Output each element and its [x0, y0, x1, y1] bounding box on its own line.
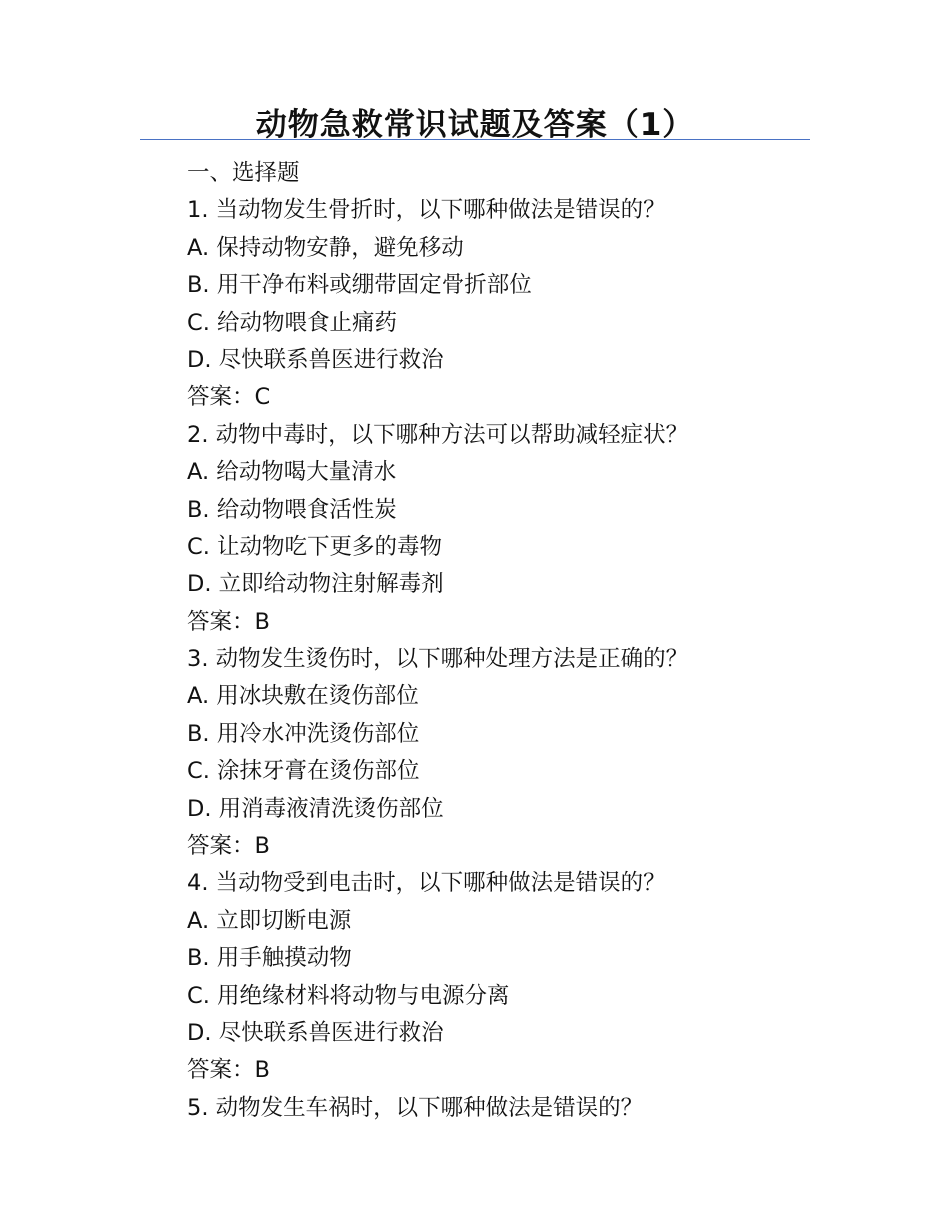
option-b: B. 用干净布料或绷带固定骨折部位: [187, 272, 532, 299]
option-c: C. 用绝缘材料将动物与电源分离: [187, 982, 510, 1009]
document-title: 动物急救常识试题及答案（1）: [255, 107, 695, 143]
option-d: D. 尽快联系兽医进行救治: [187, 346, 444, 373]
title-underline: [140, 139, 810, 140]
option-d: D. 用消毒液清洗烫伤部位: [187, 795, 444, 822]
option-b: B. 用手触摸动物: [187, 945, 352, 972]
section-heading: 一、选择题: [187, 160, 300, 186]
question-text: 2. 动物中毒时，以下哪种方法可以帮助减轻症状？: [187, 421, 689, 448]
question-block-2: [187, 417, 847, 641]
document-body: [187, 155, 847, 1127]
option-c: C. 给动物喂食止痛药: [187, 309, 398, 336]
question-text: 3. 动物发生烫伤时，以下哪种处理方法是正确的？: [187, 646, 689, 673]
option-d: D. 尽快联系兽医进行救治: [187, 1019, 444, 1046]
question-text: 1. 当动物发生骨折时，以下哪种做法是错误的？: [187, 197, 666, 224]
answer-text: 答案：C: [187, 384, 271, 411]
question-text: 4. 当动物受到电击时，以下哪种做法是错误的？: [187, 870, 666, 897]
option-b: B. 给动物喂食活性炭: [187, 496, 397, 523]
option-d: D. 立即给动物注射解毒剂: [187, 571, 444, 598]
question-block-5: [187, 1090, 847, 1127]
option-a: A. 给动物喝大量清水: [187, 459, 397, 486]
answer-text: 答案：B: [187, 833, 270, 860]
question-block-1: [187, 192, 847, 416]
question-block-3: [187, 641, 847, 865]
answer-text: 答案：B: [187, 608, 270, 635]
question-block-4: [187, 865, 847, 1089]
question-text: 5. 动物发生车祸时，以下哪种做法是错误的？: [187, 1094, 644, 1121]
option-c: C. 让动物吃下更多的毒物: [187, 533, 443, 560]
answer-text: 答案：B: [187, 1057, 270, 1084]
option-a: A. 保持动物安静，避免移动: [187, 234, 464, 261]
option-a: A. 用冰块敷在烫伤部位: [187, 683, 419, 710]
option-c: C. 涂抹牙膏在烫伤部位: [187, 758, 420, 785]
option-b: B. 用冷水冲洗烫伤部位: [187, 720, 420, 747]
option-a: A. 立即切断电源: [187, 907, 352, 934]
